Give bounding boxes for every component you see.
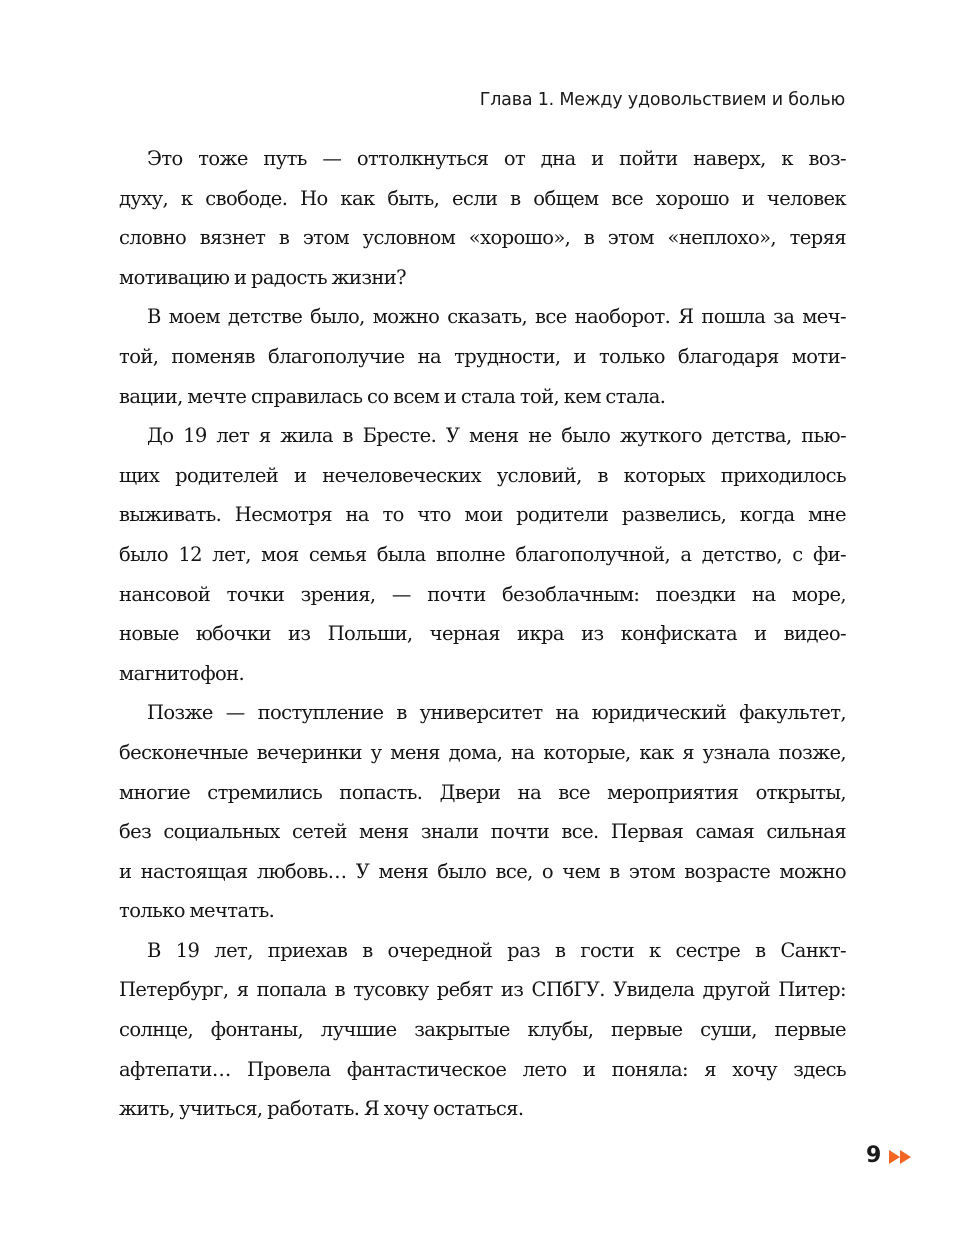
text-line: вации, мечте справилась со всем и стала той, кем стала.: [119, 384, 666, 408]
text-line: бесконечные вечеринки у меня дома, на которые, как я узнала позже,: [119, 740, 846, 764]
text-line: духу, к свободе. Но как быть, если в общем все хорошо и человек: [119, 186, 846, 210]
text-line: Петербург, я попала в тусовку ребят из СПбГУ. Увидела другой Питер:: [119, 978, 846, 1002]
text-line: афтепати… Провела фантастическое лето и поняла: я хочу здесь: [119, 1057, 846, 1081]
paragraph: [119, 139, 846, 297]
text-line: было 12 лет, моя семья была вполне благополучной, а детство, с фи-: [119, 542, 846, 566]
paragraph: [119, 297, 846, 416]
text-line: В 19 лет, приехав в очередной раз в гости к сестре в Санкт-: [147, 938, 846, 962]
text-line: только мечтать.: [119, 899, 275, 923]
text-line: новые юбочки из Польши, черная икра из конфиската и видео-: [119, 622, 846, 646]
text-line: и настоящая любовь… У меня было все, о чем в этом возрасте можно: [119, 859, 846, 883]
paragraph: [119, 416, 846, 693]
text-line: той, поменяв благополучие на трудности, и только благодаря моти-: [119, 344, 846, 368]
running-head-chapter-title: Глава 1. Между удовольствием и болью: [479, 90, 845, 110]
paragraph: [119, 931, 846, 1129]
text-line: солнце, фонтаны, лучшие закрытые клубы, первые суши, первые: [119, 1018, 846, 1042]
text-line: щих родителей и нечеловеческих условий, в которых приходилось: [119, 463, 846, 487]
body-text: [119, 139, 846, 1129]
text-line: Позже — поступление в университет на юридический факультет,: [147, 701, 846, 725]
text-line: выживать. Несмотря на то что мои родители развелись, когда мне: [119, 503, 846, 527]
text-line: Это тоже путь — оттолкнуться от дна и пойти наверх, к воз-: [147, 147, 846, 170]
text-line: В моем детстве было, можно сказать, все наоборот. Я пошла за меч-: [147, 305, 846, 329]
double-chevron-right-icon: [889, 1150, 913, 1164]
text-line: словно вязнет в этом условном «хорошо», в этом «неплохо», теряя: [119, 226, 846, 250]
text-line: До 19 лет я жила в Бресте. У меня не было жуткого детства, пью-: [147, 424, 846, 448]
paragraph: [119, 693, 846, 931]
text-line: жить, учиться, работать. Я хочу остаться.: [119, 1097, 524, 1121]
text-line: многие стремились попасть. Двери на все мероприятия открыты,: [119, 780, 846, 804]
text-line: без социальных сетей меня знали почти все. Первая самая сильная: [119, 820, 846, 844]
page-number: 9: [866, 1143, 882, 1168]
text-line: магнитофон.: [119, 661, 245, 685]
text-line: мотивацию и радость жизни?: [119, 265, 407, 289]
text-line: нансовой точки зрения, — почти безоблачным: поездки на море,: [119, 582, 846, 606]
